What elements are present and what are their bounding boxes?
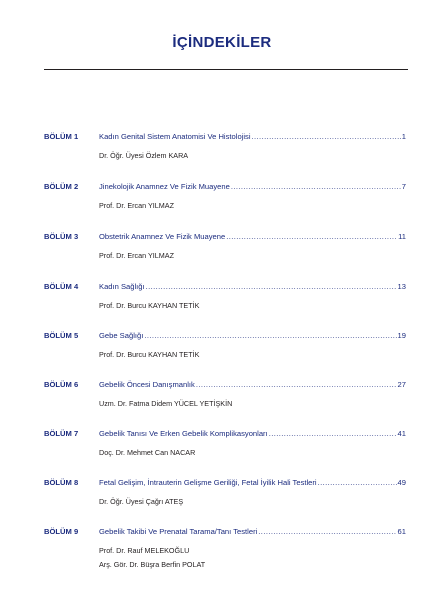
dot-leader	[146, 282, 397, 291]
author-name: Dr. Öğr. Üyesi Özlem KARA	[99, 151, 189, 160]
dot-leader	[269, 429, 397, 438]
chapter-number: BÖLÜM 4	[44, 282, 79, 291]
chapter-title-line[interactable]	[99, 478, 406, 487]
author-name: Doç. Dr. Mehmet Can NACAR	[99, 448, 196, 457]
chapter-number: BÖLÜM 3	[44, 232, 79, 241]
chapter-title[interactable]: Fetal Gelişim, İntrauterin Gelişme Geriliği, Fetal İyilik Hali Testleri	[99, 478, 317, 487]
chapter-title[interactable]: Kadın Genital Sistem Anatomisi Ve Histolojisi	[99, 132, 251, 141]
title-divider	[44, 69, 408, 70]
chapter-authors	[99, 495, 183, 509]
chapter-title[interactable]: Gebelik Öncesi Danışmanlık	[99, 380, 195, 389]
chapter-page-number: 11	[398, 232, 406, 241]
author-name: Prof. Dr. Ercan YILMAZ	[99, 201, 174, 210]
dot-leader	[258, 527, 396, 536]
chapter-page-number: 19	[397, 331, 406, 340]
chapter-authors	[99, 544, 205, 572]
chapter-page-number: 13	[397, 282, 406, 291]
chapter-title-line[interactable]	[99, 132, 406, 141]
chapter-page-number: 1	[401, 132, 406, 141]
author-name: Prof. Dr. Rauf MELEKOĞLU	[99, 546, 190, 555]
chapter-number: BÖLÜM 6	[44, 380, 79, 389]
author-name: Arş. Gör. Dr. Büşra Berfin POLAT	[99, 560, 206, 569]
dot-leader	[144, 331, 396, 340]
chapter-title[interactable]: Kadın Sağlığı	[99, 282, 145, 291]
chapter-number: BÖLÜM 9	[44, 527, 79, 536]
chapter-title-line[interactable]	[99, 182, 406, 191]
author-name: Prof. Dr. Burcu KAYHAN TETİK	[99, 350, 200, 359]
chapter-title[interactable]: Gebelik Takibi Ve Prenatal Tarama/Tanı Testleri	[99, 527, 258, 536]
chapter-authors	[99, 397, 232, 411]
chapter-title-line[interactable]	[99, 527, 406, 536]
dot-leader	[318, 478, 397, 487]
chapter-authors	[99, 199, 174, 213]
chapter-number: BÖLÜM 5	[44, 331, 79, 340]
chapter-page-number: 41	[397, 429, 406, 438]
chapter-title-line[interactable]	[99, 331, 406, 340]
chapter-title-line[interactable]	[99, 429, 406, 438]
chapter-authors	[99, 348, 199, 362]
chapter-authors	[99, 446, 195, 460]
chapter-number: BÖLÜM 2	[44, 182, 79, 191]
chapter-number: BÖLÜM 8	[44, 478, 79, 487]
author-name: Prof. Dr. Burcu KAYHAN TETİK	[99, 301, 200, 310]
chapter-page-number: 61	[397, 527, 406, 536]
author-name: Dr. Öğr. Üyesi Çağrı ATEŞ	[99, 497, 184, 506]
chapter-title-line[interactable]	[99, 282, 406, 291]
chapter-title[interactable]: Gebelik Tanısı Ve Erken Gebelik Komplikasyonları	[99, 429, 268, 438]
page-title: İÇİNDEKİLER	[172, 34, 272, 51]
chapter-number: BÖLÜM 1	[44, 132, 79, 141]
dot-leader	[226, 232, 397, 241]
dot-leader	[196, 380, 397, 389]
chapter-title[interactable]: Jinekolojik Anamnez Ve Fizik Muayene	[99, 182, 230, 191]
chapter-page-number: 7	[401, 182, 406, 191]
author-name: Prof. Dr. Ercan YILMAZ	[99, 251, 174, 260]
chapter-title-line[interactable]	[99, 380, 406, 389]
chapter-title[interactable]: Gebe Sağlığı	[99, 331, 144, 340]
chapter-authors	[99, 149, 188, 163]
chapter-page-number: 49	[397, 478, 406, 487]
dot-leader	[231, 182, 401, 191]
chapter-authors	[99, 299, 199, 313]
chapter-page-number: 27	[397, 380, 406, 389]
chapter-title[interactable]: Obstetrik Anamnez Ve Fizik Muayene	[99, 232, 226, 241]
chapter-authors	[99, 249, 174, 263]
dot-leader	[252, 132, 401, 141]
chapter-number: BÖLÜM 7	[44, 429, 79, 438]
author-name: Uzm. Dr. Fatma Didem YÜCEL YETİŞKİN	[99, 399, 233, 408]
chapter-title-line[interactable]	[99, 232, 406, 241]
